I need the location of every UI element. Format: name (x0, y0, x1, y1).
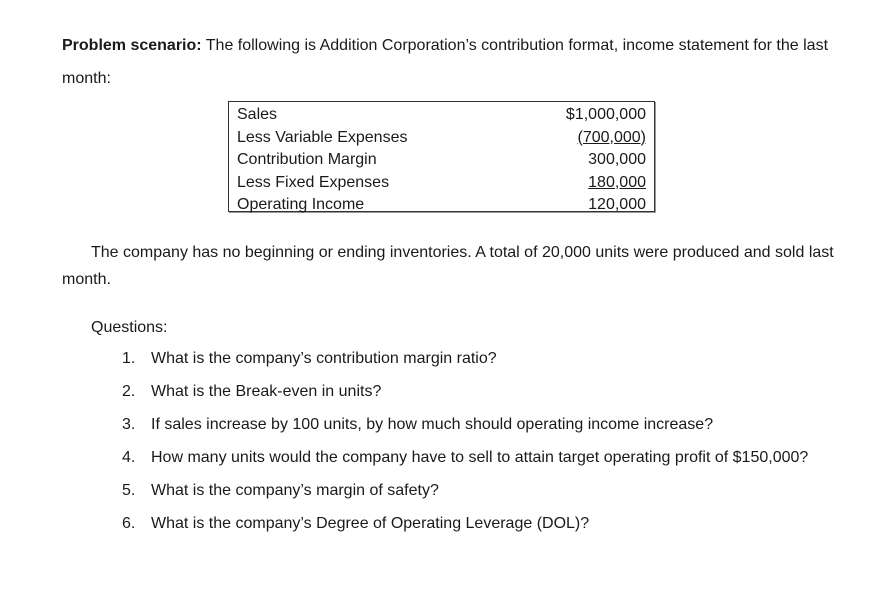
row-amount: (700,000) (577, 128, 646, 146)
row-amount: 180,000 (588, 173, 646, 191)
question-text: What is the Break-even in units? (151, 383, 382, 400)
question-item (116, 408, 816, 441)
row-label: Less Fixed Expenses (237, 173, 390, 191)
row-amount: $1,000,000 (565, 106, 646, 123)
inventory-note-paragraph: The company has no beginning or ending inventories. A total of 20,000 units were produced and sold last month. (62, 244, 834, 288)
question-number: 6. (122, 515, 136, 532)
problem-scenario-label: Problem scenario: (62, 37, 202, 54)
problem-scenario-paragraph (62, 29, 852, 95)
row-amount: 300,000 (588, 151, 646, 168)
question-number: 5. (122, 482, 136, 499)
row-label: Operating Income (237, 196, 365, 213)
question-number: 3. (122, 416, 136, 433)
question-text: What is the company’s contribution margin ratio? (151, 350, 497, 367)
question-number: 1. (122, 350, 136, 367)
income-statement-row (237, 104, 646, 127)
problem-scenario-text: The following is Addition Corporation’s contribution format, income statement for the last month: (62, 37, 829, 87)
row-amount: 120,000 (588, 196, 646, 213)
income-statement-row (237, 149, 646, 172)
income-statement-table (228, 101, 655, 212)
income-statement-row (237, 127, 646, 150)
question-text: How many units would the company have to sell to attain target operating profit of $150,000? (151, 449, 809, 466)
question-item (116, 474, 816, 507)
question-text: What is the company’s Degree of Operating Leverage (DOL)? (151, 515, 590, 532)
row-label: Less Variable Expenses (237, 128, 408, 146)
question-item (116, 375, 816, 408)
row-label: Sales (237, 106, 278, 123)
questions-heading: Questions: (91, 319, 168, 336)
question-text: If sales increase by 100 units, by how much should operating income increase? (151, 416, 714, 433)
income-statement-row (237, 194, 646, 217)
question-item (116, 441, 816, 474)
question-text: What is the company’s margin of safety? (151, 482, 439, 499)
question-number: 2. (122, 383, 136, 400)
questions-list (116, 342, 816, 540)
question-item (116, 342, 816, 375)
income-statement-row (237, 172, 646, 195)
row-label: Contribution Margin (237, 151, 377, 168)
question-item (116, 507, 816, 540)
question-number: 4. (122, 449, 136, 466)
